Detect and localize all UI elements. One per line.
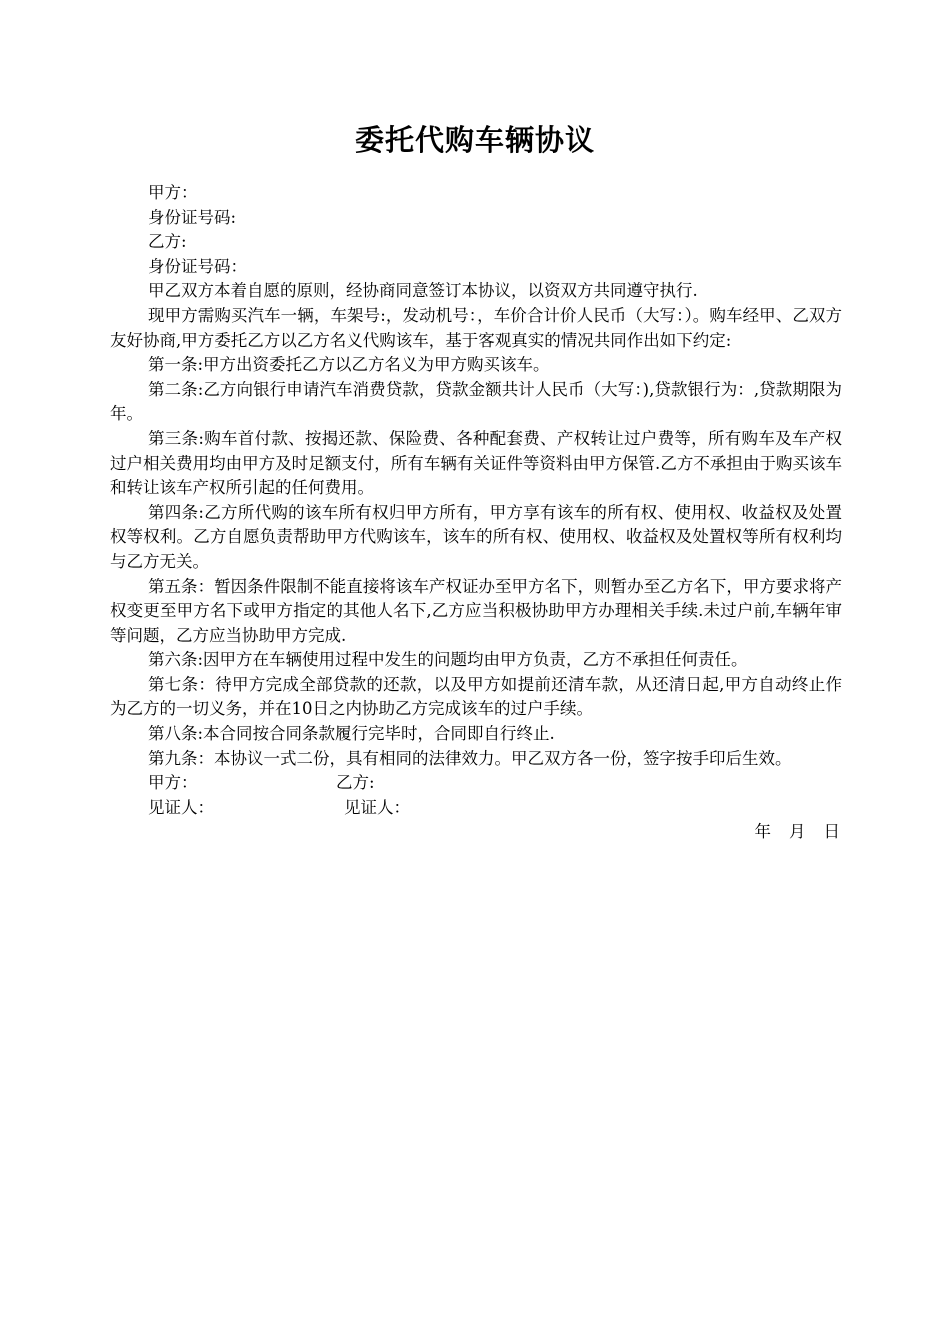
clause-6: 第六条:因甲方在车辆使用过程中发生的问题均由甲方负责，乙方不承担任何责任。 xyxy=(148,650,748,670)
clause-4: 第四条:乙方所代购的该车所有权归甲方所有，甲方享有该车的所有权、使用权、收益权及处置权等权利。乙方自愿负责帮助甲方代购该车，该车的所有权、使用权、收益权及处置权等所有权利均与乙方无关。 xyxy=(110,502,842,571)
witness-b: 见证人： xyxy=(344,797,410,817)
signature-party-a: 甲方： xyxy=(148,773,198,793)
clause-9: 第九条：本协议一式二份，具有相同的法律效力。甲乙双方各一份，签字按手印后生效。 xyxy=(148,748,792,768)
clause-3: 第三条:购车首付款、按揭还款、保险费、各种配套费、产权转让过户费等，所有购车及车产权过户相关费用均由甲方及时足额支付，所有车辆有关证件等资料由甲方保管.乙方不承担由于购买该车和转让该车产权所引起的任何费用。 xyxy=(110,428,842,498)
clause-8: 第八条:本合同按合同条款履行完毕时，合同即自行终止. xyxy=(148,724,555,744)
date-year: 年 xyxy=(754,822,771,842)
signature-party-b: 乙方: xyxy=(336,773,375,793)
paragraph-purchase: 现甲方需购买汽车一辆，车架号:，发动机号：，车价合计价人民币（大写：）。购车经甲、乙双方友好协商,甲方委托乙方以乙方名义代购该车，基于客观真实的情况共同作出如下约定: xyxy=(110,305,842,350)
date-month: 月 xyxy=(789,822,806,842)
party-a-line: 甲方： xyxy=(148,183,198,202)
witness-a: 见证人： xyxy=(148,797,214,817)
date-line xyxy=(110,820,842,845)
date-day: 日 xyxy=(823,822,840,842)
party-b-id-line: 身份证号码： xyxy=(148,256,247,276)
document-body xyxy=(110,181,842,845)
clause-2: 第二条:乙方向银行申请汽车消费贷款，贷款金额共计人民币（大写：),贷款银行为：,贷款期限为年。 xyxy=(110,379,842,424)
signature-witness-row xyxy=(110,796,842,821)
party-a-id-line: 身份证号码: xyxy=(148,207,237,227)
clause-5: 第五条：暂因条件限制不能直接将该车产权证办至甲方名下，则暂办至乙方名下，甲方要求将产权变更至甲方名下或甲方指定的其他人名下,乙方应当积极协助甲方办理相关手续.未过户前,车辆年审等问题，乙方应当协助甲方完成. xyxy=(110,576,842,645)
document-title: 委托代购车辆协议 xyxy=(354,123,595,157)
clause-7: 第七条：待甲方完成全部贷款的还款，以及甲方如提前还清车款，从还清日起,甲方自动终止作为乙方的一切义务，并在10日之内协助乙方完成该车的过户手续。 xyxy=(110,674,842,719)
paragraph-intro: 甲乙双方本着自愿的原则，经协商同意签订本协议，以资双方共同遵守执行. xyxy=(148,281,698,301)
clause-1: 第一条:甲方出资委托乙方以乙方名义为甲方购买该车。 xyxy=(148,355,550,375)
signature-parties-row xyxy=(110,771,842,796)
party-b-line: 乙方: xyxy=(148,232,187,252)
